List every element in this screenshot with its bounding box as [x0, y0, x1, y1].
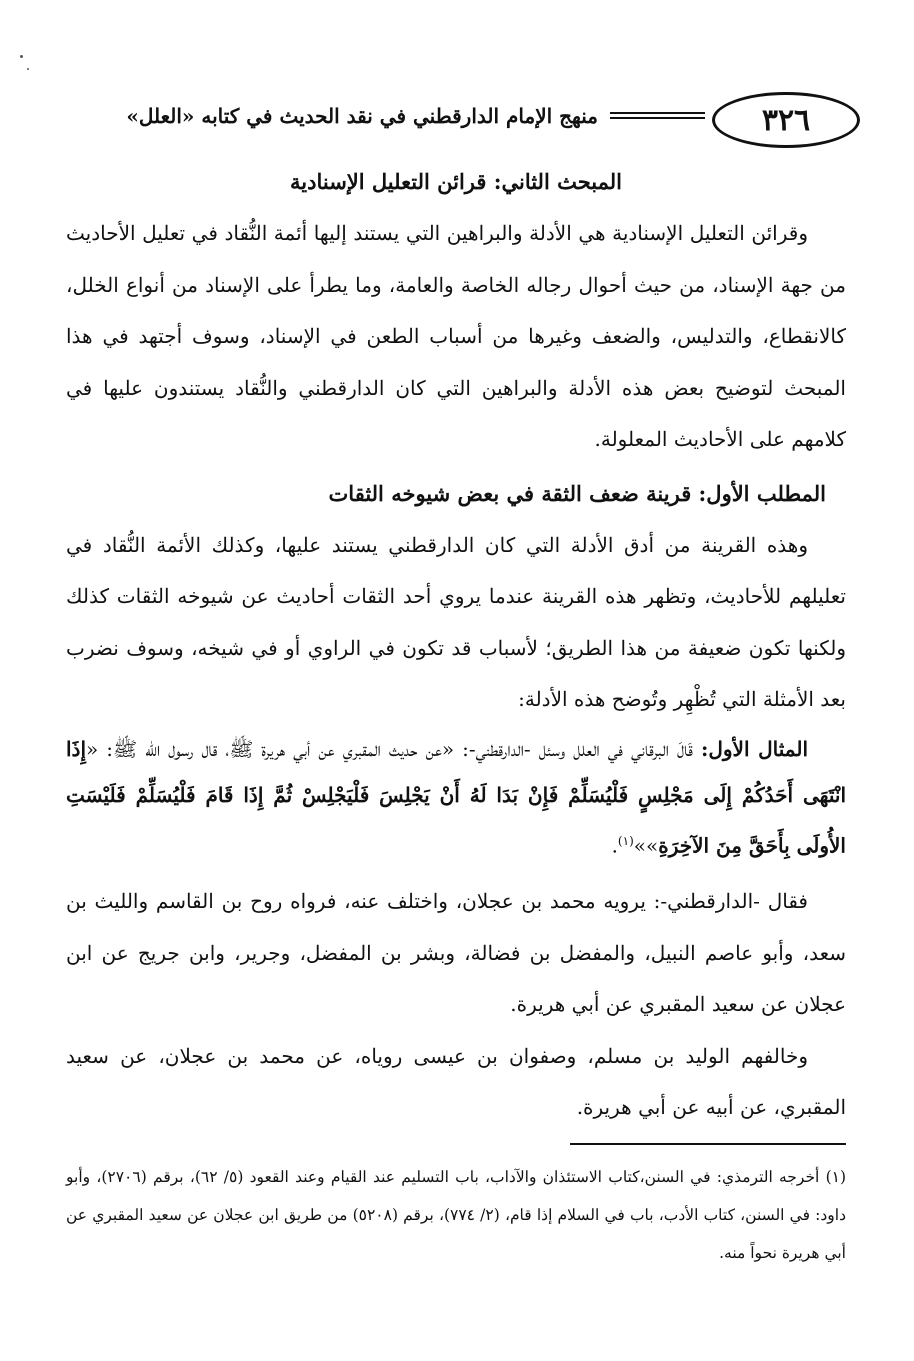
example-text: قَالَ البرقاني في العلل وسئل -الدارقطني-: «عن حديث المقبري عن أبي هريرة ﷺ، قال رسول الله ﷺ: « [86, 736, 693, 761]
footnote-ref[interactable]: (١) [617, 833, 634, 848]
hadith-text: إِذَا انْتَهَى أَحَدُكُمْ إِلَى مَجْلِسٍ فَلْيُسَلِّمْ فَإِنْ بَدَا لَهُ أَنْ يَجْلِسَ فَلْيَجْلِسْ ثُمَّ إِذَا قَامَ فَلْيُسَلِّمْ فَلَيْسَتِ الأُولَى بِأَحَقَّ مِنَ الآخِرَةِ [66, 736, 846, 858]
example-end: . [611, 833, 618, 858]
intro-paragraph: وقرائن التعليل الإسنادية هي الأدلة والبراهين التي يستند إليها أئمة النُّقاد في تعليل الأحاديث من جهة الإسناد، من حيث أحوال رجاله الخاصة والعامة، وما يطرأ على الإسناد من أنواع الخلل، كالانقطاع، والتدليس، والضعف وغيرها من أسباب الطعن في الإسناد، وسوف أجتهد في هذا المبحث لتوضيح بعض هذه الأدلة والبراهين التي كان الدارقطني والنُّقاد يستندون عليها في كلامهم على الأحاديث المعلولة. [66, 221, 846, 451]
section-heading: المبحث الثاني: قرائن التعليل الإسنادية [290, 169, 622, 194]
footnote-1: (١) أخرجه الترمذي: في السنن،كتاب الاستئذان والآداب، باب التسليم عند القيام وعند القعود (٥/ ٦٢)، برقم (٢٧٠٦)، وأبو داود: في السنن، كتاب الأدب، باب في السلام إذا قام، (٢/ ٧٧٤)، برقم (٥٢٠٨) من طريق ابن عجلان عن سعيد المقبري عن أبي هريرة نحواً منه. [66, 1168, 847, 1262]
page-header [60, 92, 860, 150]
example-paragraph [66, 726, 846, 869]
example-label: المثال الأول: [700, 736, 809, 761]
page-number: ٣٢٦ [712, 92, 860, 148]
hadith-close: »» [633, 833, 659, 858]
subsection-paragraph: وهذه القرينة من أدق الأدلة التي كان الدارقطني يستند عليها، وكذلك الأئمة النُّقاد في تعليلهم للأحاديث، وتظهر هذه القرينة عندما يروي أحد الثقات أحاديث عن شيوخه الثقات كذلك ولكنها تكون ضعيفة من هذا الطريق؛ لأسباب قد تكون في الراوي أو في شيخه، وسوف نضرب بعد الأمثلة التي تُظْهِر وتُوضح هذه الأدلة: [66, 532, 846, 711]
running-title: منهج الإمام الدارقطني في نقد الحديث في كتابه «العلل» [126, 104, 598, 128]
scan-speck [20, 55, 23, 58]
footnotes [66, 1158, 846, 1272]
footnote-separator [570, 1143, 846, 1145]
subsection-heading: المطلب الأول: قرينة ضعف الثقة في بعض شيوخه الثقات [328, 480, 826, 506]
paragraph-4: وخالفهم الوليد بن مسلم، وصفوان بن عيسى روياه، عن محمد بن عجلان، عن سعيد المقبري، عن أبيه عن أبي هريرة. [66, 1043, 846, 1120]
header-rule [610, 112, 705, 124]
scan-speck [27, 68, 29, 70]
paragraph-3: فقال -الدارقطني-: يرويه محمد بن عجلان، واختلف عنه، فرواه روح بن القاسم والليث بن سعد، وأبو عاصم النبيل، والمفضل بن فضالة، وبشر بن المفضل، وجرير، وابن جريج عن ابن عجلان عن سعيد المقبري عن أبي هريرة. [66, 889, 846, 1017]
page-body [66, 162, 846, 1134]
